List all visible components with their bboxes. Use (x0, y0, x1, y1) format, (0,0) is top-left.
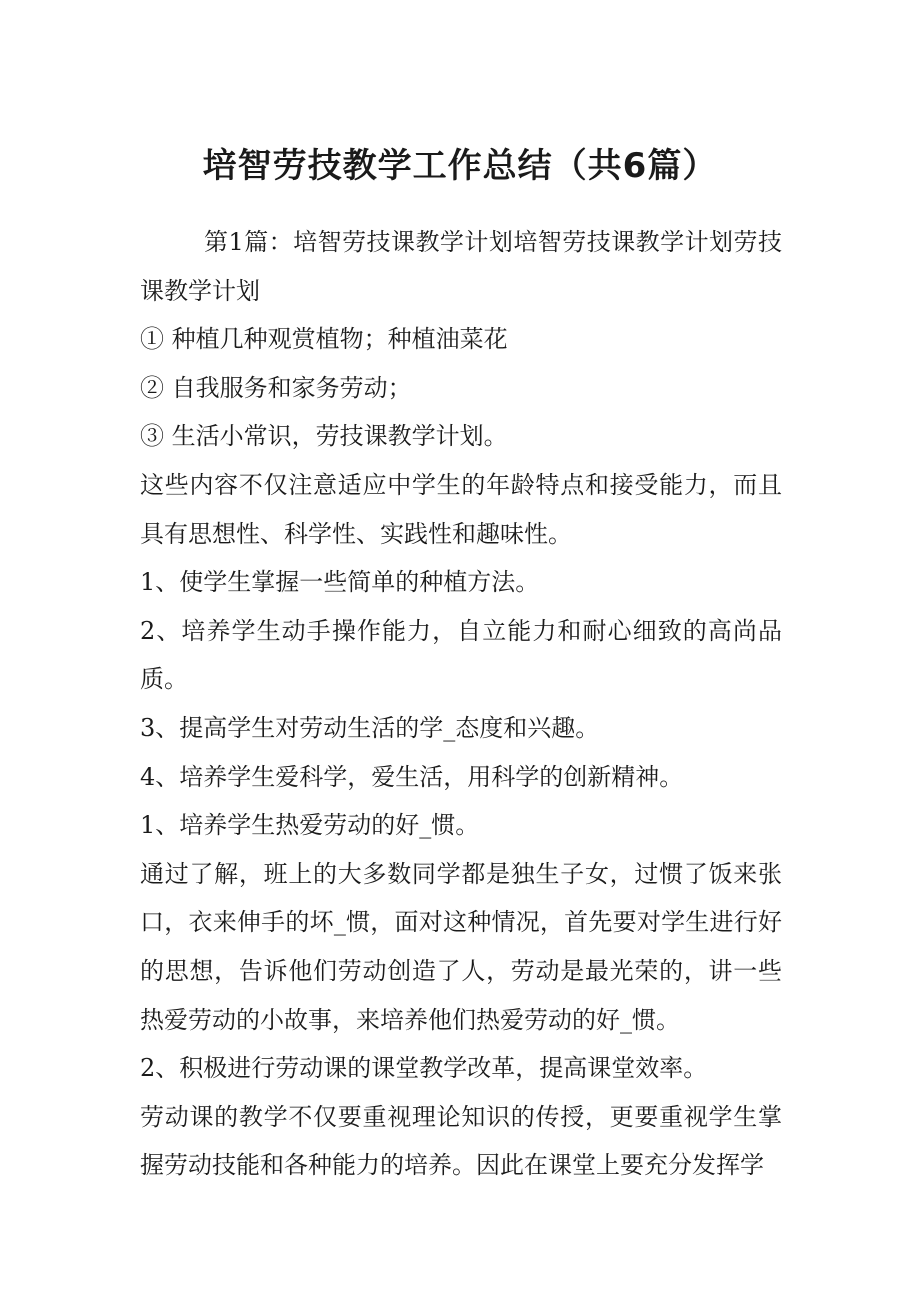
paragraph-list-item: ③ 生活小常识，劳技课教学计划。 (140, 422, 508, 451)
document-title: 培智劳技教学工作总结（共6篇） (202, 146, 718, 186)
paragraph: 劳动课的教学不仅要重视理论知识的传授，更要重视学生掌握劳动技能和各种能力的培养。因此在课堂上要充分发挥学 (140, 1102, 782, 1180)
paragraph-list-item: 4、培养学生爱科学，爱生活，用科学的创新精神。 (140, 762, 684, 791)
paragraph-list-item: ① 种植几种观赏植物；种植油菜花 (140, 325, 508, 354)
paragraph-list-item: 1、培养学生热爱劳动的好_惯。 (140, 811, 480, 840)
paragraph-section-heading: 第1篇：培智劳技课教学计划培智劳技课教学计划劳技课教学计划 (140, 228, 782, 305)
paragraph-list-item: ② 自我服务和家务劳动； (140, 373, 412, 402)
paragraph-list-item: 2、培养学生动手操作能力，自立能力和耐心细致的高尚品质。 (140, 616, 782, 694)
paragraph: 这些内容不仅注意适应中学生的年龄特点和接受能力，而且具有思想性、科学性、实践性和趣味性。 (140, 470, 782, 548)
paragraph: 通过了解，班上的大多数同学都是独生子女，过惯了饭来张口，衣来伸手的坏_惯，面对这种情况，首先要对学生进行好的思想，告诉他们劳动创造了人，劳动是最光荣的，讲一些热爱劳动的小故事，来培养他们热爱劳动的好_惯。 (140, 859, 782, 1034)
paragraph-list-item: 3、提高学生对劳动生活的学_态度和兴趣。 (140, 713, 600, 742)
paragraph-list-item: 2、积极进行劳动课的课堂教学改革，提高课堂效率。 (140, 1054, 708, 1083)
paragraph-list-item: 1、使学生掌握一些简单的种植方法。 (140, 568, 540, 597)
document-body (140, 218, 782, 1190)
